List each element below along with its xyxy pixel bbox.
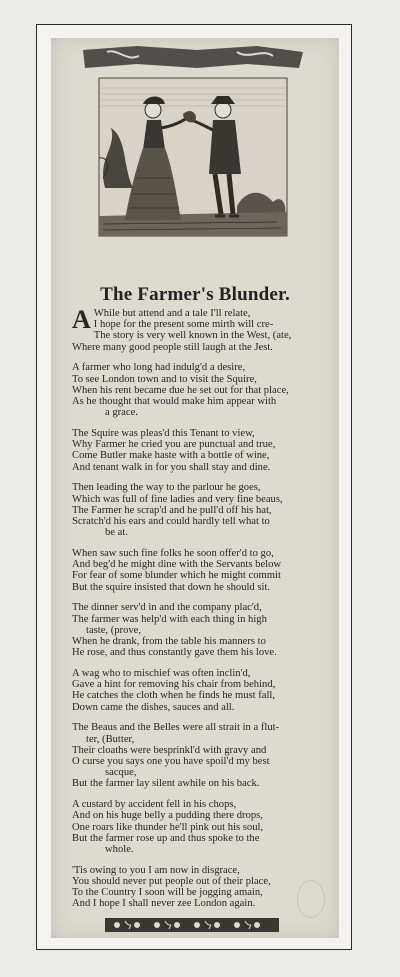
poem-line: Where many good people still laugh at the Jest. <box>72 341 273 353</box>
poem-line: Come Butler make haste with a bottle of wine, <box>72 450 270 462</box>
poem-line: Gave a hint for removing his chair from behind, <box>72 679 276 691</box>
stanza <box>72 428 324 473</box>
poem-line: The Squire was pleas'd this Tenant to view, <box>72 428 255 440</box>
poem-body <box>72 305 324 919</box>
stanza <box>72 548 324 593</box>
poem-line: The story is very well known in the West, (ate, <box>93 330 292 342</box>
stanza <box>72 668 324 713</box>
poem-line: O curse you says one you have spoil'd my best <box>72 756 270 768</box>
poem-line: You should never put people out of their place, <box>72 876 271 888</box>
poem-line: When his rent became due he set out for that place, <box>72 384 289 396</box>
poem-line: And beg'd he might dine with the Servants below <box>72 559 282 571</box>
woodcut-illustration <box>77 38 309 243</box>
stanza <box>72 722 324 789</box>
poem-line: When saw such fine folks he soon offer'd to go, <box>72 548 274 560</box>
broadside-sheet <box>51 38 339 938</box>
stanza <box>72 305 324 353</box>
poem-line: When he drank, from the table his manners to <box>72 636 266 648</box>
poem-line: For fear of some blunder which he might commit <box>72 570 281 582</box>
poem-line: And I hope I shall never zee London again. <box>72 898 256 910</box>
poem-line: But the farmer lay silent awhile on his back. <box>72 778 260 790</box>
library-stamp <box>297 880 325 918</box>
poem-line: whole. <box>105 844 134 856</box>
poem-line: Why Farmer he cried you are punctual and true, <box>72 439 276 451</box>
stanza <box>72 482 324 538</box>
poem-title: The Farmer's Blunder. <box>100 284 290 305</box>
poem-line: To the Country I soon will be jogging amain, <box>72 887 263 899</box>
drop-cap: A <box>72 305 91 334</box>
poem-line: But the farmer rose up and thus spoke to the <box>72 832 260 844</box>
poem-line: Down came the dishes, sauces and all. <box>72 701 235 713</box>
poem-line: taste, (prove, <box>86 624 142 636</box>
stanza <box>72 362 324 418</box>
poem-line: The Farmer he scrap'd and he pull'd off his hat, <box>72 504 272 516</box>
poem-line: sacque, <box>105 767 137 779</box>
poem-line: be at. <box>105 527 128 539</box>
poem-line: The Beaus and the Belles were all strait in a flut- <box>72 722 280 734</box>
poem-line: While but attend and a tale I'll relate, <box>93 308 251 319</box>
stanza <box>72 602 324 658</box>
poem-line: And tenant walk in for you shall stay and dine. <box>72 461 271 473</box>
poem-line: Scratch'd his ears and could hardly tell what to <box>72 516 270 528</box>
poem-line: To see London town and to visit the Squire, <box>72 373 257 385</box>
stanza <box>72 799 324 855</box>
poem-line: As he thought that would make him appear with <box>72 396 277 408</box>
poem-line: ter, (Butter, <box>86 733 135 745</box>
stanza <box>72 865 324 910</box>
poem-line: One roars like thunder he'll pink out his soul, <box>72 821 264 833</box>
poem-line: A farmer who long had indulg'd a desire, <box>72 362 246 374</box>
poem-line: Which was full of fine ladies and very fine beaus, <box>72 493 283 505</box>
poem-line: A custard by accident fell in his chops, <box>72 799 237 811</box>
poem-line: The farmer was help'd with each thing in high <box>72 613 267 625</box>
poem-line: A wag who to mischief was often inclin'd, <box>72 668 251 680</box>
poem-line: The dinner serv'd in and the company plac'd, <box>72 602 262 614</box>
poem-line: a grace. <box>105 407 138 419</box>
poem-line: Their cloaths were besprinkl'd with gravy and <box>72 744 267 756</box>
poem-line: He rose, and thus constantly gave them his love. <box>72 647 277 659</box>
poem-line: But the squire insisted that down he should sit. <box>72 581 271 593</box>
poem-line: And on his huge belly a pudding there drops, <box>72 810 263 822</box>
poem-line: He catches the cloth when he finds he must fall, <box>72 690 275 702</box>
bottom-ornament <box>105 916 279 934</box>
poem-line: Then leading the way to the parlour he goes, <box>72 482 261 494</box>
poem-line: 'Tis owing to you I am now in disgrace, <box>72 864 240 876</box>
poem-line: I hope for the present some mirth will cre- <box>93 319 274 331</box>
